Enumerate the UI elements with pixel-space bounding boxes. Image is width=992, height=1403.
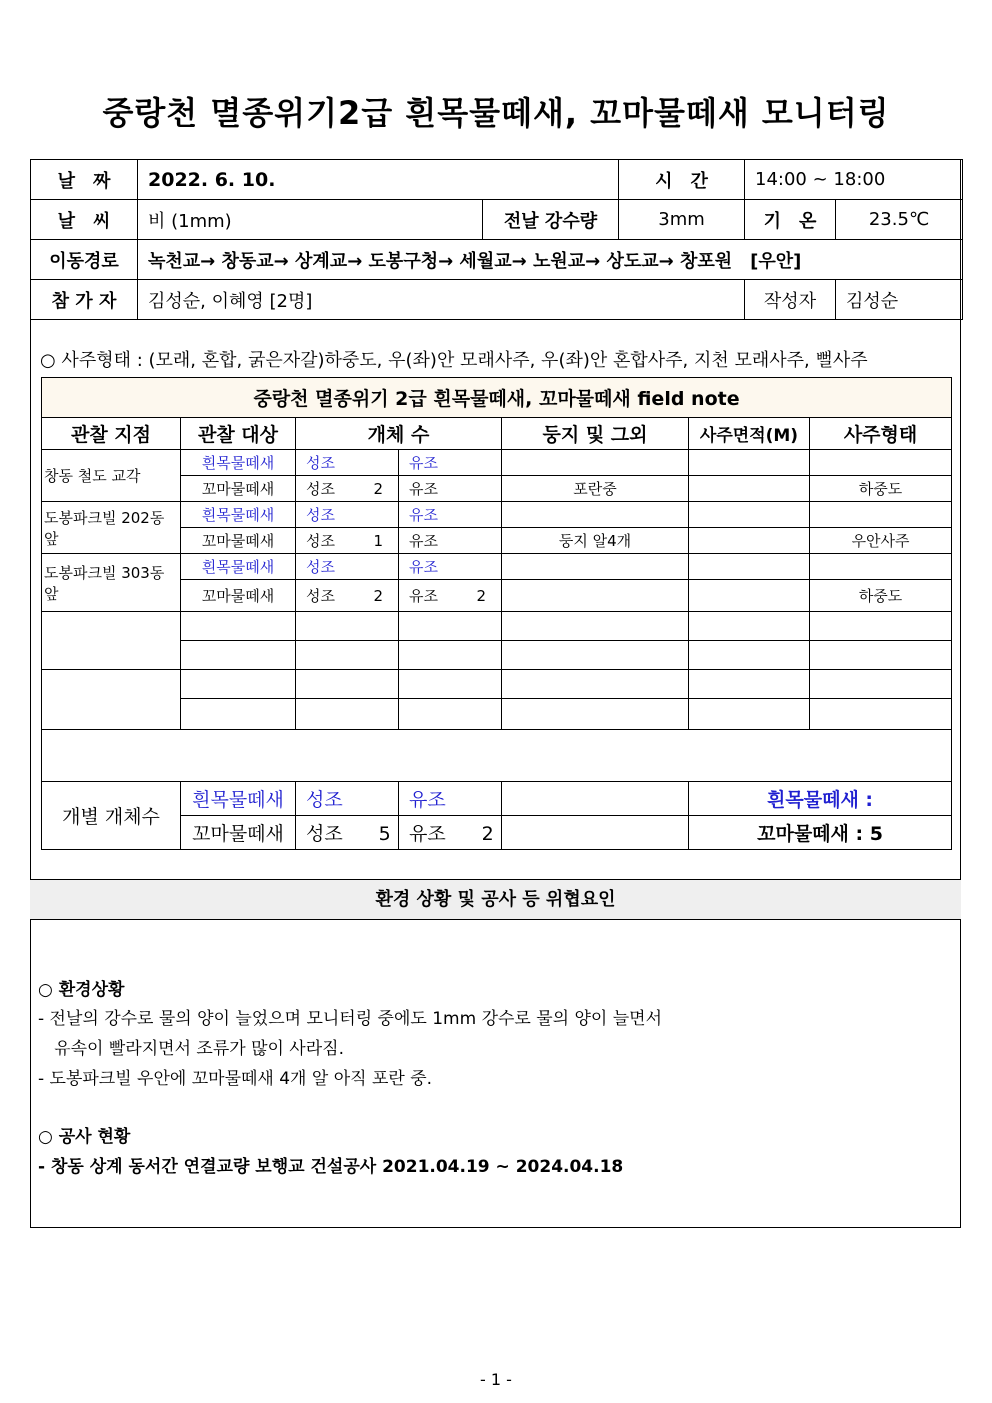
totals-sum-species-1: 흰목물떼새 : [689, 782, 952, 816]
environment-line: - 전날의 강수로 물의 양이 늘었으며 모니터링 중에도 1mm 강수로 물의 양이 늘면서 [38, 1009, 662, 1029]
site-cell: 창동 철도 교각 [42, 450, 181, 502]
habitat-cell: 하중도 [810, 580, 952, 612]
nest-cell: 둥지 알4개 [502, 528, 689, 554]
nest-cell [502, 450, 689, 476]
species-cell: 흰목물떼새 [181, 450, 296, 476]
empty-site-cell [42, 670, 181, 730]
totals-juvenile-cell [399, 782, 502, 816]
juvenile-label: 유조 [409, 823, 446, 845]
construction-heading: ○ 공사 현황 [38, 1127, 131, 1147]
empty-cell [181, 612, 296, 641]
page-number: - 1 - [480, 1370, 512, 1389]
area-cell [689, 554, 810, 580]
nest-cell [502, 580, 689, 612]
nest-cell [502, 502, 689, 528]
route-value: 녹천교→ 창동교→ 상계교→ 도봉구청→ 세월교→ 노원교→ 상도교→ 창포원 [우안] [138, 240, 963, 280]
juvenile-count-cell [399, 580, 502, 612]
juvenile-label: 유조 [409, 480, 438, 498]
juvenile-label: 유조 [409, 789, 446, 811]
adult-label: 성조 [306, 558, 335, 576]
route-label: 이동경로 [31, 240, 138, 280]
nest-cell: 포란중 [502, 476, 689, 502]
empty-cell [296, 641, 399, 670]
empty-cell [502, 612, 689, 641]
empty-cell [181, 699, 296, 730]
empty-cell [502, 670, 689, 699]
time-value: 14:00 ~ 18:00 [745, 160, 963, 200]
juvenile-count-cell [399, 450, 502, 476]
juvenile-label: 유조 [409, 587, 438, 605]
date-label: 날 짜 [31, 160, 138, 200]
empty-cell [181, 641, 296, 670]
column-header-area: 사주면적(M) [689, 418, 810, 450]
totals-species-1: 흰목물떼새 [181, 782, 296, 816]
juvenile-label: 유조 [409, 506, 438, 524]
adult-label: 성조 [306, 789, 343, 811]
adult-label: 성조 [306, 454, 335, 472]
juvenile-count: 2 [476, 587, 486, 605]
adult-count-cell [296, 450, 399, 476]
species-cell: 꼬마물떼새 [181, 476, 296, 502]
participants-value: 김성순, 이혜영 [2명] [138, 280, 745, 320]
site-cell: 도봉파크빌 303동 앞 [42, 554, 181, 612]
temperature-label: 기 온 [745, 200, 836, 240]
date-value: 2022. 6. 10. [138, 160, 619, 200]
empty-cell [296, 612, 399, 641]
habitat-type-line: ○ 사주형태 : (모래, 혼합, 굵은자갈)하중도, 우(좌)안 모래사주, 우(좌)안 혼합사주, 지천 모래사주, 뻘사주 [40, 350, 868, 371]
adult-count: 1 [373, 532, 383, 550]
adult-count-cell [296, 528, 399, 554]
document-title: 중랑천 멸종위기2급 흰목물떼새, 꼬마물떼새 모니터링 [102, 94, 890, 132]
empty-cell [810, 612, 952, 641]
juvenile-count: 2 [481, 823, 494, 845]
empty-cell [399, 641, 502, 670]
habitat-cell: 우안사주 [810, 528, 952, 554]
environment-line: 유속이 빨라지면서 조류가 많이 사라짐. [38, 1039, 344, 1059]
empty-cell [689, 612, 810, 641]
report-header-table [30, 159, 963, 320]
column-header-site: 관찰 지점 [42, 418, 181, 450]
area-cell [689, 580, 810, 612]
empty-cell [810, 699, 952, 730]
juvenile-count-cell [399, 554, 502, 580]
prev-rain-label: 전날 강수량 [483, 200, 619, 240]
adult-count-cell [296, 580, 399, 612]
juvenile-count-cell [399, 502, 502, 528]
totals-juvenile-cell [399, 816, 502, 850]
juvenile-count-cell [399, 476, 502, 502]
totals-empty-cell [502, 816, 689, 850]
site-cell: 도봉파크빌 202동 앞 [42, 502, 181, 554]
juvenile-label: 유조 [409, 454, 438, 472]
column-header-target: 관찰 대상 [181, 418, 296, 450]
totals-label: 개별 개체수 [42, 782, 181, 850]
construction-line: - 창동 상계 동서간 연결교량 보행교 건설공사 2021.04.19 ~ 2024.04.18 [38, 1157, 624, 1177]
juvenile-label: 유조 [409, 558, 438, 576]
adult-label: 성조 [306, 532, 335, 550]
author-label: 작성자 [745, 280, 836, 320]
nest-cell [502, 554, 689, 580]
adult-count: 2 [373, 587, 383, 605]
totals-adult-cell [296, 782, 399, 816]
environment-line: - 도봉파크빌 우안에 꼬마물떼새 4개 알 아직 포란 중. [38, 1069, 433, 1089]
prev-rain-value: 3mm [619, 200, 745, 240]
environment-section-title: 환경 상황 및 공사 등 위협요인 [30, 879, 961, 920]
empty-site-cell [42, 612, 181, 670]
weather-label: 날 씨 [31, 200, 138, 240]
participants-label: 참 가 자 [31, 280, 138, 320]
area-cell [689, 502, 810, 528]
juvenile-count-cell [399, 528, 502, 554]
empty-cell [399, 670, 502, 699]
area-cell [689, 450, 810, 476]
empty-cell [399, 699, 502, 730]
totals-empty-cell [502, 782, 689, 816]
empty-cell [399, 612, 502, 641]
totals-species-2: 꼬마물떼새 [181, 816, 296, 850]
totals-adult-cell [296, 816, 399, 850]
empty-cell [502, 699, 689, 730]
empty-cell [810, 670, 952, 699]
adult-label: 성조 [306, 823, 343, 845]
species-cell: 꼬마물떼새 [181, 528, 296, 554]
area-cell [689, 528, 810, 554]
weather-value: 비 (1mm) [138, 200, 483, 240]
species-cell: 흰목물떼새 [181, 502, 296, 528]
adult-count-cell [296, 502, 399, 528]
habitat-cell: 하중도 [810, 476, 952, 502]
empty-cell [689, 699, 810, 730]
author-value: 김성순 [836, 280, 963, 320]
area-cell [689, 476, 810, 502]
adult-count: 5 [378, 823, 391, 845]
adult-label: 성조 [306, 587, 335, 605]
empty-cell [502, 641, 689, 670]
habitat-cell [810, 502, 952, 528]
temperature-value: 23.5℃ [836, 200, 963, 240]
empty-cell [689, 670, 810, 699]
species-cell: 꼬마물떼새 [181, 580, 296, 612]
habitat-cell [810, 450, 952, 476]
adult-label: 성조 [306, 506, 335, 524]
column-header-count: 개체 수 [296, 418, 502, 450]
time-label: 시 간 [619, 160, 745, 200]
totals-sum-species-2: 꼬마물떼새 : 5 [689, 816, 952, 850]
empty-cell [810, 641, 952, 670]
column-header-nest: 둥지 및 그외 [502, 418, 689, 450]
juvenile-label: 유조 [409, 532, 438, 550]
adult-label: 성조 [306, 480, 335, 498]
empty-cell [689, 641, 810, 670]
species-cell: 흰목물떼새 [181, 554, 296, 580]
field-note-table [41, 377, 952, 850]
empty-cell [181, 670, 296, 699]
adult-count-cell [296, 476, 399, 502]
column-header-habitat: 사주형태 [810, 418, 952, 450]
field-note-title: 중랑천 멸종위기 2급 흰목물떼새, 꼬마물떼새 field note [42, 378, 952, 418]
habitat-cell [810, 554, 952, 580]
adult-count: 2 [373, 480, 383, 498]
adult-count-cell [296, 554, 399, 580]
environment-heading: ○ 환경상황 [38, 980, 125, 1000]
empty-cell [296, 670, 399, 699]
empty-cell [296, 699, 399, 730]
empty-wide-row [42, 730, 952, 782]
